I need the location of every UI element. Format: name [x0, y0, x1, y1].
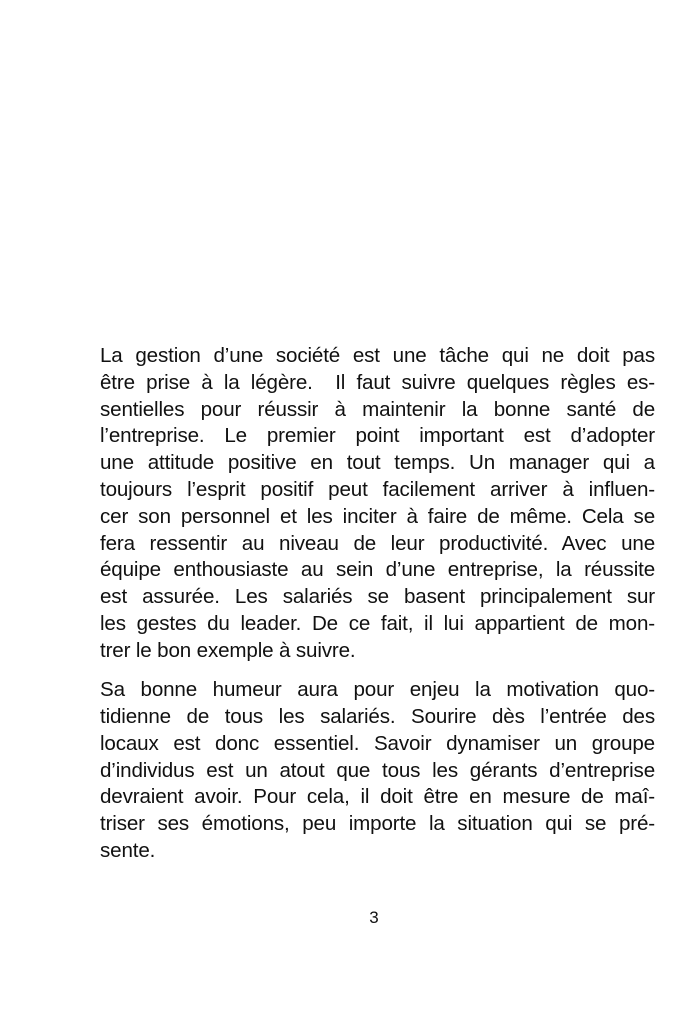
text-line: une attitude positive en tout temps. Un manager qui a — [100, 451, 655, 475]
text-line: sente. — [100, 838, 156, 862]
text-line: devraient avoir. Pour cela, il doit être en mesure de maî- — [100, 785, 655, 809]
text-line: Sa bonne humeur aura pour enjeu la motivation quo- — [100, 678, 655, 702]
page-number: 3 — [369, 908, 379, 927]
text-line: équipe enthousiaste au sein d’une entreprise, la réussite — [100, 558, 655, 582]
paragraph-2 — [100, 677, 655, 865]
text-line: être prise à la légère. Il faut suivre quelques règles es- — [100, 370, 655, 394]
text-line: trer le bon exemple à suivre. — [100, 638, 356, 662]
text-line: toujours l’esprit positif peut facilement arriver à influen- — [100, 477, 655, 501]
text-line: fera ressentir au niveau de leur productivité. Avec une — [100, 531, 655, 555]
text-line: tidienne de tous les salariés. Sourire dès l’entrée des — [100, 704, 655, 728]
text-line: les gestes du leader. De ce fait, il lui appartient de mon- — [100, 611, 655, 635]
text-line: d’individus est un atout que tous les gérants d’entreprise — [100, 758, 655, 782]
text-line: triser ses émotions, peu importe la situation qui se pré- — [100, 812, 655, 836]
text-line: cer son personnel et les inciter à faire de même. Cela se — [100, 504, 655, 528]
body-text — [100, 343, 655, 865]
text-line: l’entreprise. Le premier point important est d’adopter — [100, 424, 655, 448]
text-line: sentielles pour réussir à maintenir la bonne santé de — [100, 397, 655, 421]
text-line: est assurée. Les salariés se basent principalement sur — [100, 585, 655, 609]
text-line: La gestion d’une société est une tâche qui ne doit pas — [100, 344, 655, 367]
paragraph-1 — [100, 343, 655, 665]
text-line: locaux est donc essentiel. Savoir dynamiser un groupe — [100, 731, 655, 755]
